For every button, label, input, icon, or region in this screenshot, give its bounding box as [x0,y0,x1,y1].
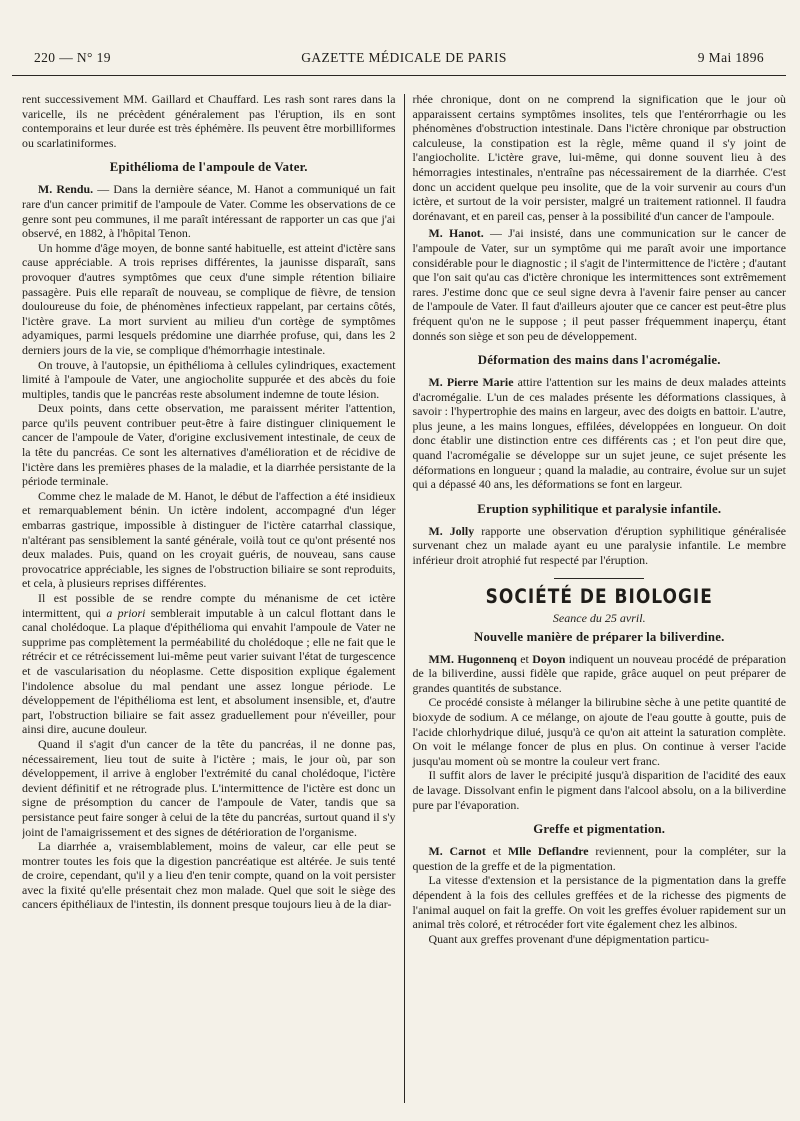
paragraph [22,591,396,737]
seance-date: Seance du 25 avril. [552,610,646,625]
section-title: Nouvelle manière de préparer la biliverdine. [474,629,725,644]
speaker-name: M. Hanot. [428,226,484,241]
paragraph: La diarrhée a, vraisemblablement, moins de valeur, car elle peut se montrer toutes les fois que la digestion pancréatique est altérée. Je suis tenté de croire, cependant, qu'il y a lieu d'en tenir compte, quand on la voit persister avec la fixité qu'elle présentait chez mon malade. Quel que soit le siège des cancers épithéliaux de l'intestin, ils donnent presque toujours lieu à de la diar- [22,839,396,912]
page-issue-number: 220 — N° 19 [34,50,111,65]
issue-date: 9 Mai 1896 [697,50,764,65]
paragraph-text: semblerait imputable à un calcul flottant dans le canal cholédoque. La plaque d'épithélioma qui envahit l'ampoule de Vater ne supprime pas complètement la perméabilité du cholédoque ; elle ne fait que le rétrécir et ce rétrécissement lui-même peut varier suivant l'état de turgescence et de vascularisation du néoplasme. Cette disposition explique également l'indolence absolue du mal pendant une assez longue période. Le développement de l'épithélioma est lent, et absolument insensible, et, d'autre part, l'obstruction biliaire se fait assez graduellement pour n'éveiller, pour ainsi dire, aucune douleur. [22,605,396,737]
paragraph-text: reviennent, pour la compléter, sur la question de la greffe et de la pigmentation. [412,844,786,873]
speaker-name: M. Jolly [428,523,475,538]
running-head [22,0,786,65]
speaker-name: M. Rendu. [38,182,94,197]
left-column [22,92,404,1103]
paragraph: Comme chez le malade de M. Hanot, le début de l'affection a été insidieux et remarquablement bénin. Un ictère indolent, accompagné d'un léger embarras gastrique, impossible à distinguer de l'ictère catarrhal classique, n'altérant pas sensiblement la santé générale, voilà tout ce qu'ont présenté nos deux malades. Puis, quand on les croyait guéris, de nouveau, sans cause provocatrice appréciable, les signes de l'obstruction biliaire se sont reproduits, et cela, à plusieurs reprises différentes. [22,488,396,591]
paragraph: On trouve, à l'autopsie, un épithélioma à cellules cylindriques, exactement limité à l'ampoule de Vater, une angiocholite suppurée et des abcès du foie multiples, tandis que le pancréas reste absolument indemne de toute lésion. [22,357,396,401]
paragraph: Un homme d'âge moyen, de bonne santé habituelle, est atteint d'ictère sans cause appréciable. A trois reprises différentes, la jaunisse disparaît, sans provoquer d'autres symptômes que ceux d'une simple rétention biliaire passagère. Puis elle reparaît de nouveau, se complique de fièvre, de tension douloureuse du foie, de phénomènes infectieux rappelant, par certains côtés, l'ictère grave. La mort survient au milieu d'un cortège de symptômes adyamiques, parmi lesquels prédomine une diarrhée profuse, qui, dans les 2 derniers jours de la vie, se complique d'hémorrhagie intestinale. [22,240,396,357]
paragraph-text: attire l'attention sur les mains de deux malades atteints d'acromégalie. L'un de ces malades présente les déformations classiques, à savoir : l'hypertrophie des mains en largeur, avec des doigts en battoir. L'autre, plus jeune, a les mains longues, effilées, développées en longueur. On doit donc établir une distinction entre ces différents cas ; et l'on peut dire que, quand l'acromégalie se développe sur un sujet jeune, ce sujet présente les déformations en longueur ; quand la maladie, au contraire, évolue sur un sujet qui a dépassé 40 ans, les déformations se font en largeur. [412,375,786,492]
paragraph: Quant aux greffes provenant d'une dépigmentation particu- [428,931,710,946]
paragraph: rent successivement MM. Gaillard et Chauffard. Les rash sont rares dans la varicelle, ils ne précèdent généralement pas l'éruption, ils en sont contemporains et leur durée est très éphémère. Ils peuvent être morbilliformes ou scarlatiniformes. [22,92,396,150]
paragraph: rhée chronique, dont on ne comprend la signification que le jour où apparaissent certains symptômes insolites, tels que l'entérorrhagie ou les phénomènes d'obstruction intestinale. Dans l'ictère chronique par obstruction calculeuse, la constipation est la règle, même quand il s'y joint de l'angiocholite. L'ictère grave, lui-même, qui donne souvent lieu à des hémorragies intestinales, n'entraîne pas nécessairement de la diarrhée. C'est donc un accident quelque peu insolite, que de la voir survenir au cours d'un ictère, et surtout de la voir persister, malgré un traitement rationnel. Il faudra dorénavant, et en pareil cas, penser à la possibilité d'un cancer de l'ampoule. [412,92,786,223]
section-title: Eruption syphilitique et paralysie infantile. [477,501,722,516]
right-column [405,92,787,1103]
section-title: Epithélioma de l'ampoule de Vater. [109,160,308,175]
speaker-name: MM. Hugonnenq [428,651,517,666]
paragraph [413,652,787,696]
paragraph-text: et [516,651,533,666]
paragraph [413,524,787,568]
italic-phrase: a priori [106,605,146,620]
paragraph: Deux points, dans cette observation, me paraissent mériter l'attention, parce qu'ils peuvent contribuer peut-être à faire distinguer cliniquement le cancer de l'ampoule de Vater, d'origine exclusivement intestinale, de ceux de la tête du pancréas. Ce sont les alternatives d'amélioration et de récidive de l'ictère dans les premières phases de la maladie, et la diarrhée persistante de la période terminale. [22,401,396,489]
paragraph-text: indiquent un nouveau procédé de préparation de la biliverdine, aussi fidèle que rapide, grâce auquel on peut préparer de grandes quantités de substance. [412,651,786,695]
society-title: SOCIÉTÉ DE BIOLOGIE [485,585,713,609]
paragraph: Il suffit alors de laver le précipité jusqu'à disparition de l'acidité des eaux de lavage. Dissolvant enfin le pigment dans l'alcool absolu, on a la biliverdine pure par l'évaporation. [412,768,786,812]
paragraph [22,182,396,240]
paragraph-text: — J'ai insisté, dans une communication sur le cancer de l'ampoule de Vater, sur un symptôme qui me paraît avoir une importance considérable pour le diagnostic ; il s'agit de l'intermittence de l'ictère ; d'autant que l'on sait qu'au cas d'ictère chronique les intermittences sont extrêmement rares. J'estime donc que ce seul signe devra à l'avenir faire penser au cancer de l'ampoule de Vater. Il faut d'ailleurs ajouter que ce cancer est peut-être plus fréquent qu'on ne le suppose ; il peut passer fréquemment inaperçu, étant donnés son siège et son peu de développement. [412,226,786,343]
paragraph [413,226,787,343]
paragraph [413,844,787,873]
section-title: Déformation des mains dans l'acromégalie. [477,353,721,368]
two-column-body [22,92,786,1103]
paragraph-text: rapporte une observation d'éruption syphilitique généralisée survenant chez un malade ayant eu une paralysie infantile. Le membre inférieur droit atrophié fut respecté par l'éruption. [412,523,786,568]
paragraph: La vitesse d'extension et la persistance de la pigmentation dans la greffe dépendent à la fois des cellules greffées et de la richesse des pigments de l'animal auquel on fait la greffe. On voit les greffes évoluer rapidement sur un animal très coloré, et rétrocéder fort vite également chez les albinos. [412,873,786,932]
journal-title: GAZETTE MÉDICALE DE PARIS [301,50,507,65]
speaker-name: M. Pierre Marie [428,375,514,390]
paragraph: Quand il s'agit d'un cancer de la tête du pancréas, il ne donne pas, nécessairement, lieu tout de suite à l'ictère ; mais, le jour où, par son développement, il arrive à englober l'extrémité du canal cholédoque, l'ictère devient définitif et ne rétrograde plus. L'intermittence de l'ictère est donc un signe de présomption du cancer de l'ampoule de Vater, tandis que sa persistance peut faire songer à celui de la tête du pancréas, surtout quand il s'y joint de l'amaigrissement et des signes de détérioration de l'organisme. [22,736,396,839]
section-title: Greffe et pigmentation. [533,822,666,837]
society-rule [554,578,644,579]
paragraph [413,375,787,492]
paragraph-text: et [485,844,508,859]
paragraph-text: — Dans la dernière séance, M. Hanot a communiqué un fait rare d'un cancer primitif de l'ampoule de Vater. Comme les observations de ce genre sont peu communes, il me paraît intéressant de rapporter un cas que j'ai observé, en 1882, à l'hôpital Tenon. [22,182,396,241]
speaker-name: Mlle Deflandre [508,844,589,859]
paragraph-text: Il est possible de se rendre compte du ménanisme de cet ictère intermittent, qui [22,591,396,620]
paragraph: Ce procédé consiste à mélanger la bilirubine sèche à une petite quantité de bioxyde de sodium. A ce mélange, on ajoute de l'eau goutte à goutte, puis de l'acide chlorhydrique dilué, jusqu'à ce qu'on ait atteint la saturation complète. On voit le mélange foncer de plus en plus. On continue à verser l'acide jusqu'au moment où se montre la couleur vert franc. [412,695,786,768]
speaker-name: Doyon [532,651,566,666]
header-rule [12,75,786,76]
speaker-name: M. Carnot [428,844,486,859]
